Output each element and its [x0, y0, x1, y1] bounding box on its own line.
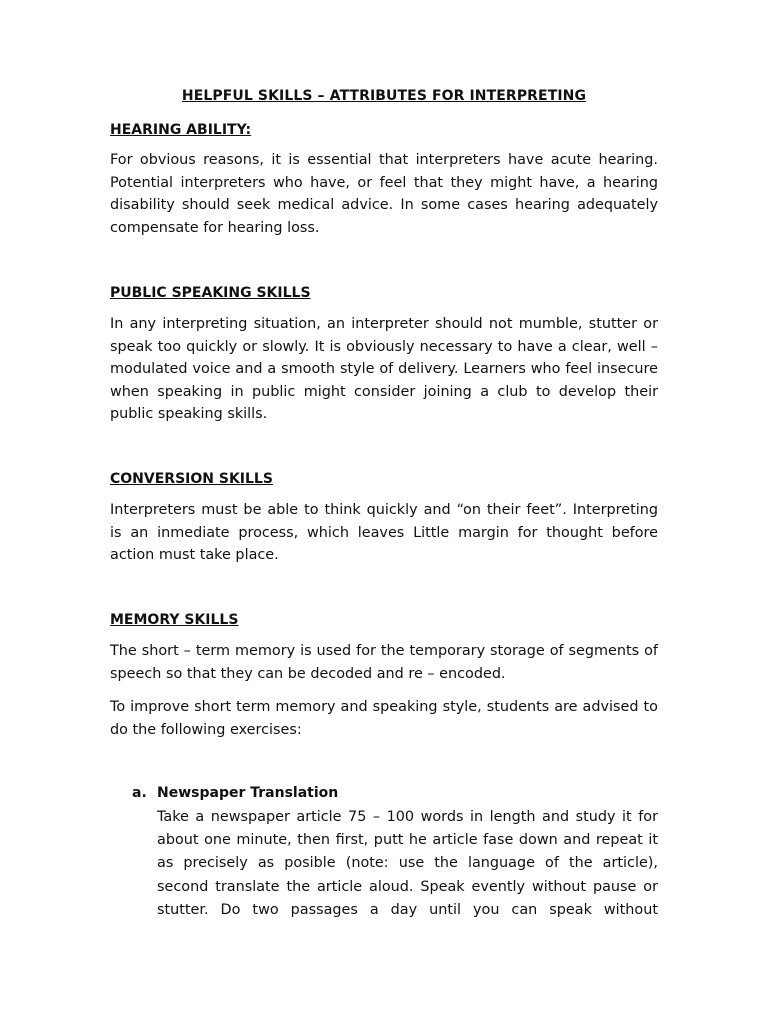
section-heading-memory: MEMORY SKILLS: [110, 612, 239, 628]
list-item-body: Take a newspaper article 75 – 100 words in length and study it for about one minute, then first, putt he article fase down and repeat it as precisely as posible (note: use the language of the article), second translate the article aloud. Speak evently without pause or stutter. Do two passages a day until you can speak without: [157, 809, 658, 918]
list-marker: a.: [132, 785, 147, 801]
document-title: HELPFUL SKILLS – ATTRIBUTES FOR INTERPRETING: [181, 88, 587, 104]
list-item-title: Newspaper Translation: [157, 785, 339, 801]
paragraph-hearing-ability: For obvious reasons, it is essential that interpreters have acute hearing. Potential interpreters who have, or feel that they might have, a hearing disability should seek medical advice. In some cases hearing adequately compensate for hearing loss.: [110, 152, 658, 236]
section-heading-conversion: CONVERSION SKILLS: [110, 471, 273, 487]
paragraph-public-speaking: In any interpreting situation, an interpreter should not mumble, stutter or speak too quickly or slowly. It is obviously necessary to have a clear, well – modulated voice and a smooth style of delivery. Learners who feel insecure when speaking in public might consider joining a club to develop their public speaking skills.: [110, 316, 658, 422]
paragraph-memory-1: The short – term memory is used for the temporary storage of segments of speech so that they can be decoded and re – encoded.: [110, 643, 658, 682]
section-heading-hearing-ability: HEARING ABILITY:: [110, 122, 252, 138]
paragraph-conversion: Interpreters must be able to think quickly and “on their feet”. Interpreting is an inmediate process, which leaves Little margin for thought before action must take place.: [110, 502, 658, 563]
paragraph-memory-2: To improve short term memory and speaking style, students are advised to do the following exercises:: [110, 699, 658, 738]
section-heading-public-speaking: PUBLIC SPEAKING SKILLS: [110, 285, 311, 301]
